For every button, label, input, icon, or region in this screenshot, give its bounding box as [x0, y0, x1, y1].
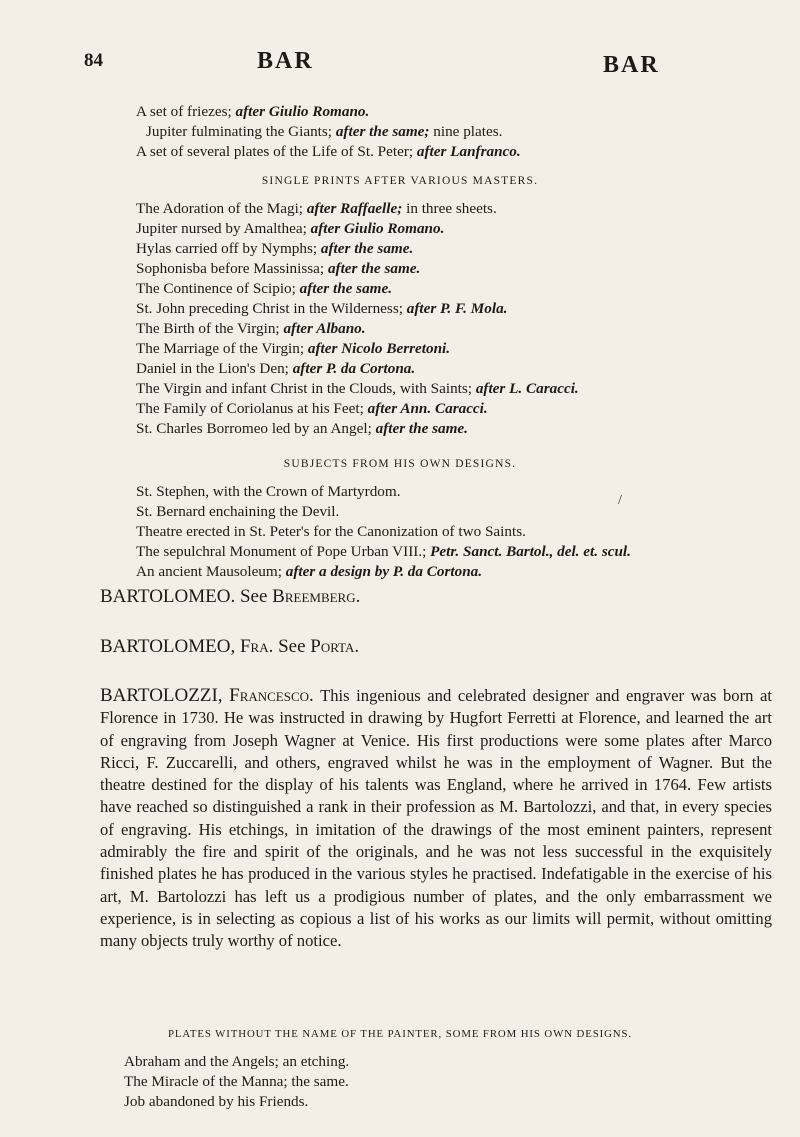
item-text: The Birth of the Virgin; [136, 320, 280, 337]
list-item [136, 562, 776, 582]
plates-list [124, 1052, 764, 1112]
item-tail: nine plates. [429, 123, 503, 140]
item-text: St. John preceding Christ in the Wilderness; [136, 300, 403, 317]
item-attribution: after Lanfranco. [416, 143, 521, 160]
list-item [136, 239, 776, 259]
list-item [136, 199, 776, 219]
item-text: Hylas carried off by Nymphs; [136, 240, 318, 257]
list-item [136, 122, 776, 142]
running-head-left: BAR [257, 48, 314, 74]
entry-see: See [239, 586, 268, 607]
item-attribution: after Giulio Romano. [310, 220, 445, 237]
item-tail: in three sheets. [402, 200, 497, 217]
entry-bartolozzi [100, 685, 772, 953]
page-number: 84 [84, 50, 103, 71]
entry-given-name: Francesco. [229, 685, 314, 706]
item-text: The Virgin and infant Christ in the Clouds, with Saints; [136, 380, 473, 397]
top-print-list [136, 102, 776, 162]
item-text: The Adoration of the Magi; [136, 200, 304, 217]
list-item [136, 219, 776, 239]
list-item [136, 522, 776, 542]
list-item [136, 502, 776, 522]
entry-name: BARTOLOMEO, [100, 636, 236, 657]
list-item [136, 319, 776, 339]
item-attribution: after Albano. [283, 320, 366, 337]
entry-name: BARTOLOZZI, [100, 685, 223, 706]
list-item [136, 399, 776, 419]
section-heading-own-designs: SUBJECTS FROM HIS OWN DESIGNS. [283, 458, 517, 470]
item-text: The Continence of Scipio; [136, 280, 296, 297]
entry-bartolomeo [100, 585, 780, 609]
item-attribution: Petr. Sanct. Bartol., del. et. scul. [430, 543, 631, 560]
running-head-right: BAR [603, 52, 660, 78]
item-text: An ancient Mausoleum; [136, 563, 282, 580]
item-attribution: after L. Caracci. [475, 380, 579, 397]
entry-title: Fra. [239, 636, 274, 657]
item-text: Abraham and the Angels; an etching. [124, 1053, 350, 1070]
list-item [136, 299, 776, 319]
item-text: Job abandoned by his Friends. [124, 1093, 309, 1110]
list-item [124, 1072, 764, 1092]
item-text: The sepulchral Monument of Pope Urban VIII.; [136, 543, 427, 560]
entry-reference: Porta. [310, 636, 360, 657]
list-item [136, 379, 776, 399]
item-attribution: after Giulio Romano. [235, 103, 370, 120]
item-attribution: after P. F. Mola. [406, 300, 508, 317]
item-attribution: after Raffaelle; [306, 200, 403, 217]
section-heading-plates: PLATES WITHOUT THE NAME OF THE PAINTER, SOME FROM HIS OWN DESIGNS. [167, 1028, 632, 1040]
list-item [136, 542, 776, 562]
list-item [136, 102, 776, 122]
item-attribution: after the same. [327, 260, 421, 277]
item-attribution: after Ann. Caracci. [367, 400, 488, 417]
single-prints-list [136, 199, 776, 439]
item-text: Theatre erected in St. Peter's for the Canonization of two Saints. [136, 523, 526, 540]
item-text: Sophonisba before Massinissa; [136, 260, 325, 277]
list-item [136, 482, 776, 502]
own-designs-list [136, 482, 776, 582]
entry-name: BARTOLOMEO. [100, 586, 236, 607]
item-text: Jupiter nursed by Amalthea; [136, 220, 307, 237]
list-item [124, 1092, 764, 1112]
item-text: The Family of Coriolanus at his Feet; [136, 400, 364, 417]
item-text: St. Bernard enchaining the Devil. [136, 503, 340, 520]
list-item [136, 259, 776, 279]
item-attribution: after the same. [299, 280, 393, 297]
item-text: A set of several plates of the Life of St. Peter; [136, 143, 414, 160]
item-text: St. Stephen, with the Crown of Martyrdom. [136, 483, 401, 500]
entry-body: This ingenious and celebrated designer and engraver was born at Florence in 1730. He was instructed in drawing by Hugfort Ferretti at Florence, and learned the art of engraving from Joseph Wagner at Venice. His first productions were some plates after Marco Ricci, F. Zuccarelli, and others, engraved whilst he was in the employment of Wagner. But the theatre destined for the display of his talents was England, where he arrived in 1764. Few artists have reached so distinguished a rank in their profession as M. Bartolozzi, and that, in every species of engraving. His etchings, in imitation of the drawings of the most eminent painters, represent admirably the fire and spirit of the originals, and he was not less successful in the exquisitely finished plates he has produced in the various styles he practised. Indefatigable in the exercise of his art, M. Bartolozzi has left us a prodigious number of plates, and the only embarrassment we experience, is in selecting as copious a list of his works as our limits will permit, without omitting many objects truly worthy of notice. [100, 686, 772, 951]
list-item [136, 279, 776, 299]
list-item [136, 339, 776, 359]
list-item [136, 359, 776, 379]
list-item [136, 419, 776, 439]
ink-mark: / [618, 493, 622, 508]
section-heading-single-prints: SINGLE PRINTS AFTER VARIOUS MASTERS. [261, 175, 539, 187]
item-text: Daniel in the Lion's Den; [136, 360, 289, 377]
item-attribution: after the same. [320, 240, 414, 257]
item-attribution: after P. da Cortona. [292, 360, 416, 377]
item-attribution: after the same. [375, 420, 468, 437]
item-text: The Marriage of the Virgin; [136, 340, 305, 357]
item-text: A set of friezes; [136, 103, 232, 120]
entry-reference: Breemberg. [272, 586, 361, 607]
page-header [0, 50, 800, 90]
list-item [124, 1052, 764, 1072]
item-attribution: after the same; [335, 123, 430, 140]
item-attribution: after a design by P. da Cortona. [285, 563, 483, 580]
item-text: The Miracle of the Manna; the same. [124, 1073, 349, 1090]
entry-bartolomeo-fra [100, 635, 780, 659]
item-attribution: after Nicolo Berretoni. [307, 340, 451, 357]
entry-see: See [278, 636, 306, 657]
list-item [136, 142, 776, 162]
item-text: Jupiter fulminating the Giants; [146, 123, 333, 140]
item-text: St. Charles Borromeo led by an Angel; [136, 420, 372, 437]
